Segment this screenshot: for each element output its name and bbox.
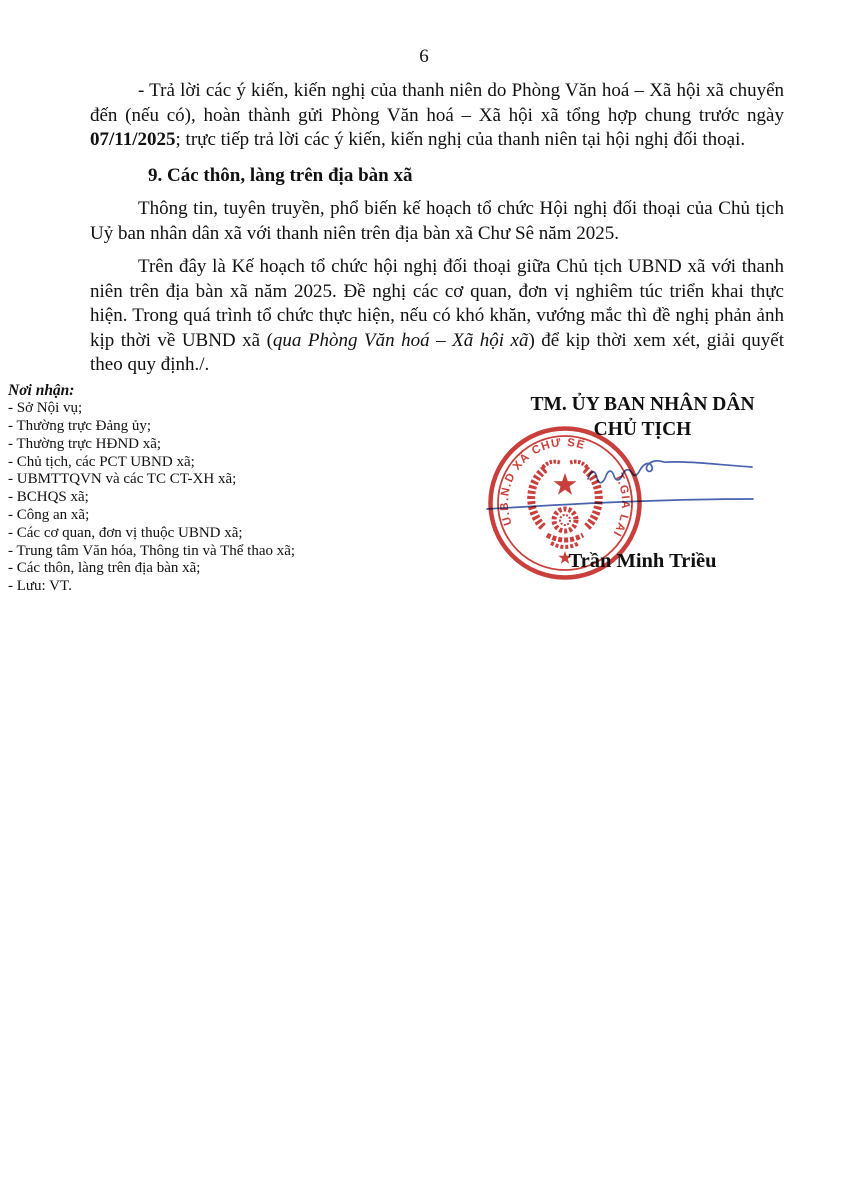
text-segment: qua Phòng Văn hoá – Xã hội xã: [272, 329, 529, 351]
recipient-item: - Thường trực Đảng ủy;: [8, 418, 152, 435]
paragraph: [90, 197, 784, 246]
paragraph: [90, 79, 784, 153]
signer-title: CHỦ TỊCH: [593, 419, 692, 440]
recipient-item: - BCHQS xã;: [8, 489, 89, 506]
page-number: 6: [419, 46, 429, 67]
paragraph: [90, 255, 784, 378]
recipient-item: - Các cơ quan, đơn vị thuộc UBND xã;: [8, 524, 243, 541]
text-segment: ) để kịp thời xem xét, giải quyết theo quy định./.: [90, 329, 784, 375]
recipient-item: - Chủ tịch, các PCT UBND xã;: [8, 453, 195, 470]
section-heading: [90, 164, 784, 189]
text-segment: - Trả lời các ý kiến, kiến nghị của thanh niên do Phòng Văn hoá – Xã hội xã chuyển đến (nếu có), hoàn thành gửi Phòng Văn hoá – Xã hội xã tổng hợp chung trước ngày: [90, 80, 784, 126]
document-body: [90, 79, 784, 378]
stamp-arc-text-right: T.GIA LAI: [610, 471, 632, 539]
recipient-item: - Sở Nội vụ;: [8, 400, 83, 417]
recipient-item: - Thường trực HĐND xã;: [8, 435, 162, 452]
signing-authority: TM. ỦY BAN NHÂN DÂN: [530, 394, 755, 415]
handwritten-signature-icon: [460, 448, 770, 523]
signer-name: Trần Minh Triều: [568, 550, 717, 572]
recipients-label: Nơi nhận:: [8, 381, 75, 399]
stamp-arc-text-top: U.B.N.D XÃ CHƯ SÊ: [498, 436, 587, 527]
text-segment: ; trực tiếp trả lời các ý kiến, kiến nghị của thanh niên tại hội nghị đối thoại.: [175, 129, 746, 150]
recipient-item: - Các thôn, làng trên địa bàn xã;: [8, 560, 201, 577]
recipient-item: - UBMTTQVN và các TC CT-XH xã;: [8, 471, 237, 488]
recipient-item: - Công an xã;: [8, 507, 90, 524]
recipient-item: - Trung tâm Văn hóa, Thông tin và Thể thao xã;: [8, 542, 296, 559]
recipient-item: - Lưu: VT.: [8, 578, 72, 595]
text-segment: 9. Các thôn, làng trên địa bàn xã: [148, 164, 413, 186]
text-segment: Thông tin, tuyên truyền, phổ biến kế hoạch tổ chức Hội nghị đối thoại của Chủ tịch Uỷ ban nhân dân xã với thanh niên trên địa bàn xã Chư Sê năm 2025.: [90, 198, 784, 244]
text-segment: 07/11/2025: [90, 129, 176, 150]
text-segment: Trên đây là Kế hoạch tổ chức hội nghị đối thoại giữa Chủ tịch UBND xã với thanh niên trên địa bàn xã năm 2025. Đề nghị các cơ quan, đơn vị nghiêm túc triển khai thực hiện. Trong quá trình tổ chức thực hiện, nếu có khó khăn, vướng mắc thì đề nghị phản ảnh kịp thời về UBND xã (: [90, 256, 784, 351]
